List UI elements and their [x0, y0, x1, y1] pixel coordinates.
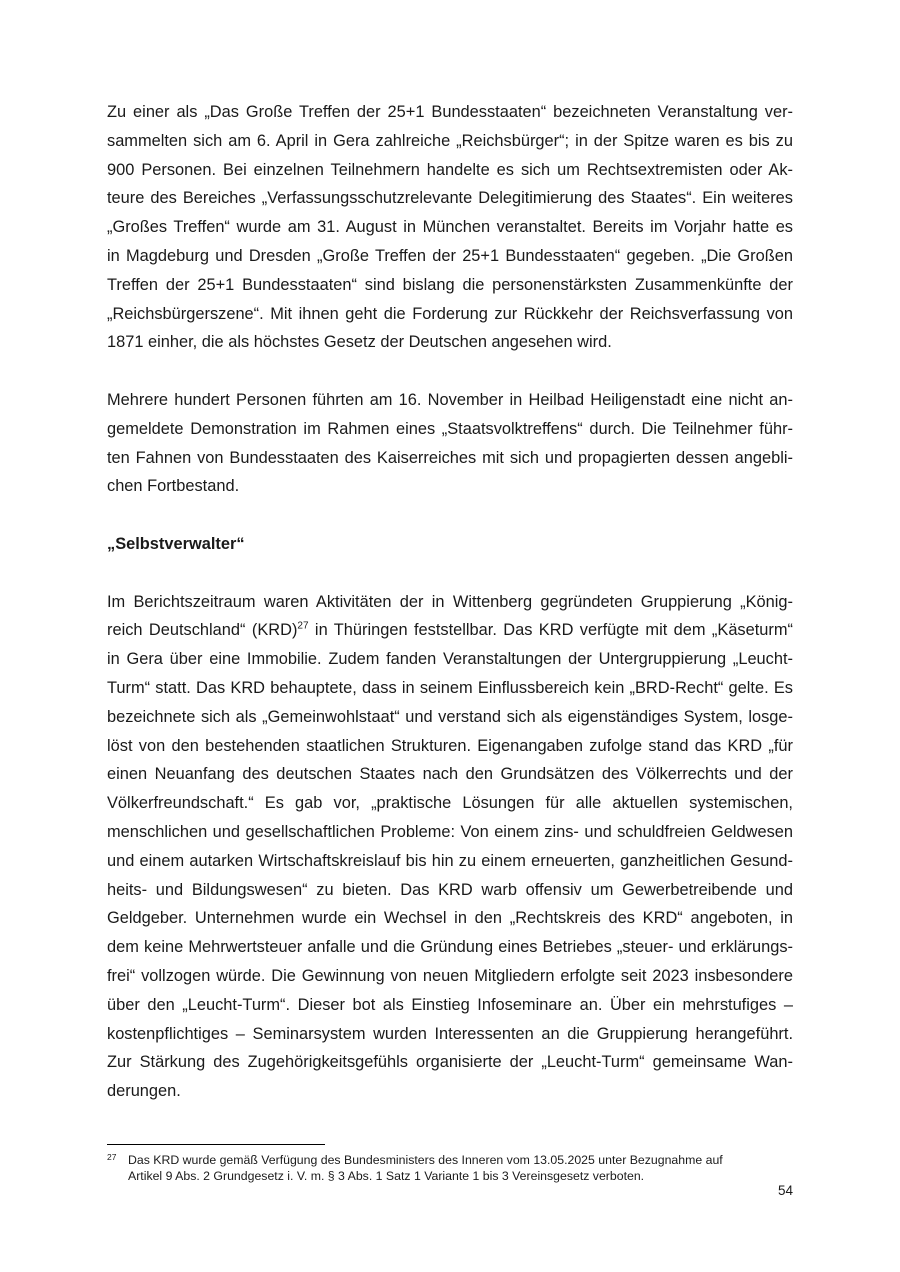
footnote — [107, 1152, 793, 1184]
text-line: frei“ vollzogen würde. Die Gewinnung von neuen Mitgliedern erfolgte seit 2023 insbesondere — [107, 966, 793, 985]
text-line: Mehrere hundert Personen führten am 16. November in Heilbad Heiligenstadt eine nicht an- — [107, 390, 793, 409]
text-line: Völkerfreundschaft.“ Es gab vor, „praktische Lösungen für alle aktuellen systemischen, — [107, 794, 793, 813]
text-line: „Reichsbürgerszene“. Mit ihnen geht die Forderung zur Rückkehr der Reichsverfassung von — [107, 304, 793, 323]
footnote-text: Artikel 9 Abs. 2 Grundgesetz i. V. m. § 3 Abs. 1 Satz 1 Variante 1 bis 3 Vereinsgesetz verboten. — [128, 1169, 645, 1183]
text-line: derungen. — [107, 1082, 181, 1101]
paragraph-3 — [107, 588, 793, 1106]
text-line: „Großes Treffen“ wurde am 31. August in München veranstaltet. Bereits im Vorjahr hatte es — [107, 218, 793, 237]
text-line: menschlichen und gesellschaftlichen Probleme: Von einem zins- und schuldfreien Geldwesen — [107, 822, 793, 841]
text-line: 900 Personen. Bei einzelnen Teilnehmern handelte es sich um Rechtsextremisten oder Ak- — [107, 160, 793, 179]
text-line: teure des Bereiches „Verfassungsschutzrelevante Delegitimierung des Staates“. Ein weiteres — [107, 189, 793, 208]
text-line: einen Neuanfang des deutschen Staates nach den Grundsätzen des Völkerrechts und der — [107, 765, 793, 784]
text-line: löst von den bestehenden staatlichen Strukturen. Eigenangaben zufolge stand das KRD „für — [107, 736, 793, 755]
text-line: und einem autarken Wirtschaftskreislauf bis hin zu einem erneuerten, ganzheitlichen Gesund- — [107, 851, 793, 870]
document-body — [107, 98, 793, 1106]
text-line: bezeichnete sich als „Gemeinwohlstaat“ und verstand sich als eigenständiges System, losge- — [107, 707, 793, 726]
text-line: sammelten sich am 6. April in Gera zahlreiche „Reichsbürger“; in der Spitze waren es bis zu — [107, 131, 793, 150]
footnote-divider — [107, 1144, 325, 1145]
text-line: gemeldete Demonstration im Rahmen eines „Staatsvolktreffens“ durch. Die Teilnehmer führ- — [107, 419, 793, 438]
section-heading: „Selbstverwalter“ — [107, 534, 245, 553]
footnote-reference[interactable]: 27 — [297, 620, 309, 632]
text-line: ten Fahnen von Bundesstaaten des Kaiserreiches mit sich und propagierten dessen angebli- — [107, 448, 793, 467]
text-line: Treffen der 25+1 Bundesstaaten“ sind bislang die personenstärksten Zusammenkünfte der — [107, 275, 793, 294]
text-line-with-footnote — [107, 616, 793, 645]
text-line: chen Fortbestand. — [107, 477, 240, 496]
text-line: heits- und Bildungswesen“ zu bieten. Das KRD warb offensiv um Gewerbetreibende und — [107, 880, 793, 899]
page-number: 54 — [777, 1183, 793, 1198]
footnote-text: Das KRD wurde gemäß Verfügung des Bundesministers des Inneren vom 13.05.2025 unter Bezugnahme auf — [128, 1153, 723, 1167]
text-line: 1871 einher, die als höchstes Gesetz der Deutschen angesehen wird. — [107, 333, 612, 352]
text-line: Im Berichtszeitraum waren Aktivitäten der in Wittenberg gegründeten Gruppierung „König- — [107, 592, 793, 611]
text-line: Zu einer als „Das Große Treffen der 25+1 Bundesstaaten“ bezeichneten Veranstaltung ver- — [107, 103, 793, 121]
text-line: Turm“ statt. Das KRD behauptete, dass in seinem Einflussbereich kein „BRD-Recht“ gelte. Es — [107, 678, 793, 697]
text-line: in Gera über eine Immobilie. Zudem fanden Veranstaltungen der Untergruppierung „Leucht- — [107, 650, 793, 669]
text-fragment: reich Deutschland“ (KRD) — [107, 621, 298, 640]
text-line: Geldgeber. Unternehmen wurde ein Wechsel in den „Rechtskreis des KRD“ angeboten, in — [107, 909, 793, 928]
text-line: dem keine Mehrwertsteuer anfalle und die Gründung eines Betriebes „steuer- und erklärungs- — [107, 938, 793, 957]
text-fragment: in Thüringen feststellbar. Das KRD verfügte mit dem „Käseturm“ — [308, 621, 793, 640]
text-line: in Magdeburg und Dresden „Große Treffen der 25+1 Bundesstaaten“ gegeben. „Die Großen — [107, 246, 793, 265]
text-line: kostenpflichtiges – Seminarsystem wurden Interessenten an die Gruppierung herangeführt. — [107, 1024, 793, 1043]
text-line: über den „Leucht-Turm“. Dieser bot als Einstieg Infoseminare an. Über ein mehrstufiges – — [107, 995, 793, 1014]
text-line: Zur Stärkung des Zugehörigkeitsgefühls organisierte der „Leucht-Turm“ gemeinsame Wan- — [107, 1053, 793, 1072]
footnote-number: 27 — [107, 1152, 117, 1162]
paragraph-2 — [107, 386, 793, 501]
paragraph-1 — [107, 98, 793, 357]
